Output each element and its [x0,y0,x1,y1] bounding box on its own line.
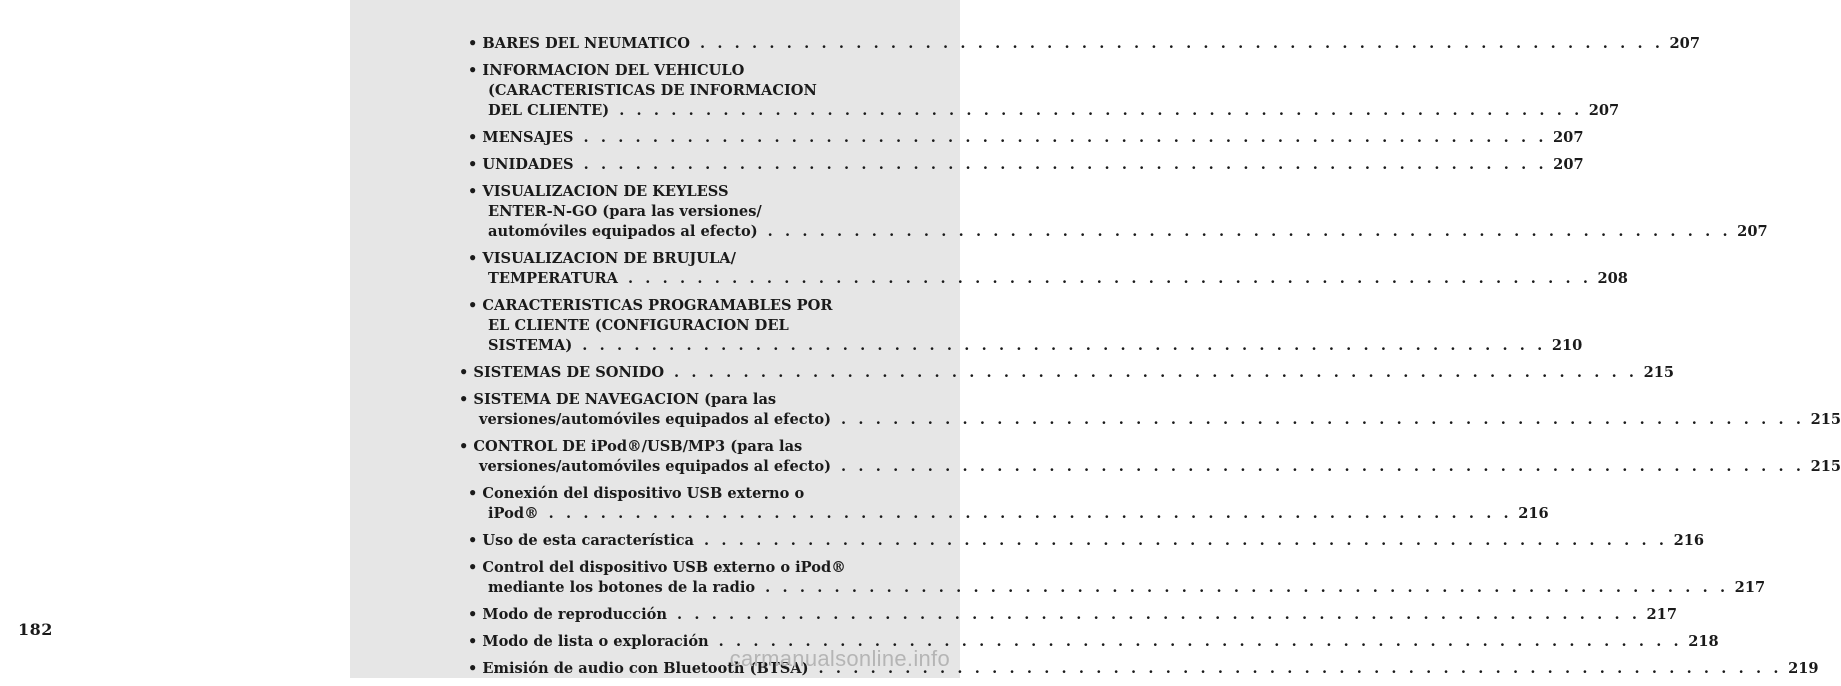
toc-entry [350,390,1841,430]
toc-entry-line [476,101,1620,121]
toc-page-number: 208 [1597,270,1628,287]
toc-entry-text: • BARES DEL NEUMATICO [468,35,690,52]
toc-entry [350,249,1628,289]
toc-page-number: 207 [1737,223,1768,240]
toc-entry-text: • MENSAJES [468,129,574,146]
toc-entry-text: (CARACTERISTICAS DE INFORMACION [488,82,817,99]
toc-entry-line [459,363,1675,383]
toc-entry-text: • Modo de reproducción [468,606,667,623]
toc-entry-text: • Emisión de audio con Bluetooth (BTSA) [468,660,809,677]
toc-entry-line [468,531,1705,551]
toc-entry-line [468,155,1584,175]
left-page-margin [0,0,350,678]
toc-entry-line [468,128,1584,148]
dot-leader: . . . . . . . . . . . . . . . . . . . . . . . . . . . . . . . . . . . . . . . . . . . . . . . . . . . . . . . . [818,660,1783,677]
toc-page-number: 207 [1588,102,1620,119]
dot-leader: . . . . . . . . . . . . . . . . . . . . . . . . . . . . . . . . . . . . . . . . . . . . . . . . . . . . . . . . [767,223,1732,240]
toc-entry [350,363,1675,383]
toc-page-number: 215 [1643,364,1675,381]
toc-entry-text: • Control del dispositivo USB externo o iPod® [468,559,846,576]
toc-entry-text: • INFORMACION DEL VEHICULO [468,62,745,79]
toc-entry-text: EL CLIENTE (CONFIGURACION DEL [488,317,789,334]
toc-entry [350,155,1584,175]
toc-entry [350,296,1583,356]
dot-leader: . . . . . . . . . . . . . . . . . . . . . . . . . . . . . . . . . . . . . . . . . . . . . . . . . . . . . . . . [841,411,1805,428]
dot-leader: . . . . . . . . . . . . . . . . . . . . . . . . . . . . . . . . . . . . . . . . . . . . . . . . . . . . . . . . [583,129,1548,146]
toc-entry-line [468,605,1677,625]
dot-leader: . . . . . . . . . . . . . . . . . . . . . . . . . . . . . . . . . . . . . . . . . . . . . . . . . . . . . . . . [548,505,1513,522]
toc-entry [350,437,1841,477]
toc-entry-line [468,34,1700,54]
toc-entry-text: • VISUALIZACION DE KEYLESS [468,183,729,200]
toc-entry-text: ENTER-N-GO (para las versiones/ [488,203,762,220]
toc-page-number: 207 [1553,156,1584,173]
toc-entry [350,34,1700,54]
toc-entry-line [467,410,1841,430]
toc-entry [350,605,1677,625]
toc-entry-text: • VISUALIZACION DE BRUJULA/ [468,250,736,267]
toc-entry-text: mediante los botones de la radio [488,579,756,596]
dot-leader: . . . . . . . . . . . . . . . . . . . . . . . . . . . . . . . . . . . . . . . . . . . . . . . . . . . . . . . . [619,102,1583,119]
toc-entry [350,182,1768,242]
dot-leader: . . . . . . . . . . . . . . . . . . . . . . . . . . . . . . . . . . . . . . . . . . . . . . . . . . . . . . . . [765,579,1729,596]
toc-entry-text: • CONTROL DE iPod®/USB/MP3 (para las [459,438,803,455]
toc-entry-text: • CARACTERISTICAS PROGRAMABLES POR [468,297,833,314]
toc-page-number: 215 [1810,458,1841,475]
toc-page-number: 217 [1734,579,1766,596]
toc-entry-line [476,578,1766,598]
dot-leader: . . . . . . . . . . . . . . . . . . . . . . . . . . . . . . . . . . . . . . . . . . . . . . . . . . . . . . . . [704,532,1668,549]
toc-entry [350,531,1705,551]
toc-page-number: 219 [1788,660,1819,677]
toc-entry-text: • SISTEMAS DE SONIDO [459,364,665,381]
dot-leader: . . . . . . . . . . . . . . . . . . . . . . . . . . . . . . . . . . . . . . . . . . . . . . . . . . . . . . . . [583,156,1548,173]
toc-entry-text: versiones/automóviles equipados al efecto) [479,458,831,475]
toc-panel [350,0,1841,678]
toc-entry-text: automóviles equipados al efecto) [488,223,758,240]
toc-page-number: 215 [1810,411,1841,428]
dot-leader: . . . . . . . . . . . . . . . . . . . . . . . . . . . . . . . . . . . . . . . . . . . . . . . . . . . . . . . . [676,606,1641,623]
toc-entry [350,484,1549,524]
toc-page-number: 210 [1551,337,1583,354]
toc-page-number: 218 [1688,633,1719,650]
toc-entry-text: • UNIDADES [468,156,574,173]
toc-entry-line [476,504,1549,524]
dot-leader: . . . . . . . . . . . . . . . . . . . . . . . . . . . . . . . . . . . . . . . . . . . . . . . . . . . . . . . . [718,633,1683,650]
toc-entry-line [476,336,1583,356]
toc-page-number: 217 [1646,606,1677,623]
toc-entry [350,128,1584,148]
watermark: carmanualsonline.info [729,646,950,671]
dot-leader: . . . . . . . . . . . . . . . . . . . . . . . . . . . . . . . . . . . . . . . . . . . . . . . . . . . . . . . . [699,35,1664,52]
toc-entry-text: DEL CLIENTE) [488,102,610,119]
toc-entry [350,558,1766,598]
toc-page-number: 216 [1518,505,1549,522]
table-of-contents [350,34,1841,686]
toc-entry-text: • Modo de lista o exploración [468,633,709,650]
dot-leader: . . . . . . . . . . . . . . . . . . . . . . . . . . . . . . . . . . . . . . . . . . . . . . . . . . . . . . . . [674,364,1638,381]
toc-entry-line [476,269,1628,289]
toc-page-number: 207 [1553,129,1584,146]
toc-entry-text: versiones/automóviles equipados al efecto) [479,411,831,428]
toc-page-number: 207 [1669,35,1700,52]
toc-entry-text: • Uso de esta característica [468,532,694,549]
dot-leader: . . . . . . . . . . . . . . . . . . . . . . . . . . . . . . . . . . . . . . . . . . . . . . . . . . . . . . . . [841,458,1805,475]
toc-entry-text: SISTEMA) [488,337,573,354]
toc-entry-text: iPod® [488,505,539,522]
toc-entry-text: TEMPERATURA [488,270,618,287]
toc-page-number: 216 [1673,532,1705,549]
page-number: 182 [18,620,53,639]
toc-entry-line [476,222,1768,242]
dot-leader: . . . . . . . . . . . . . . . . . . . . . . . . . . . . . . . . . . . . . . . . . . . . . . . . . . . . . . . . [582,337,1546,354]
dot-leader: . . . . . . . . . . . . . . . . . . . . . . . . . . . . . . . . . . . . . . . . . . . . . . . . . . . . . . . . [627,270,1592,287]
toc-entry-text: • SISTEMA DE NAVEGACION (para las [459,391,777,408]
toc-entry-text: • Conexión del dispositivo USB externo o [468,485,805,502]
toc-entry-line [467,457,1841,477]
toc-entry [350,61,1620,121]
